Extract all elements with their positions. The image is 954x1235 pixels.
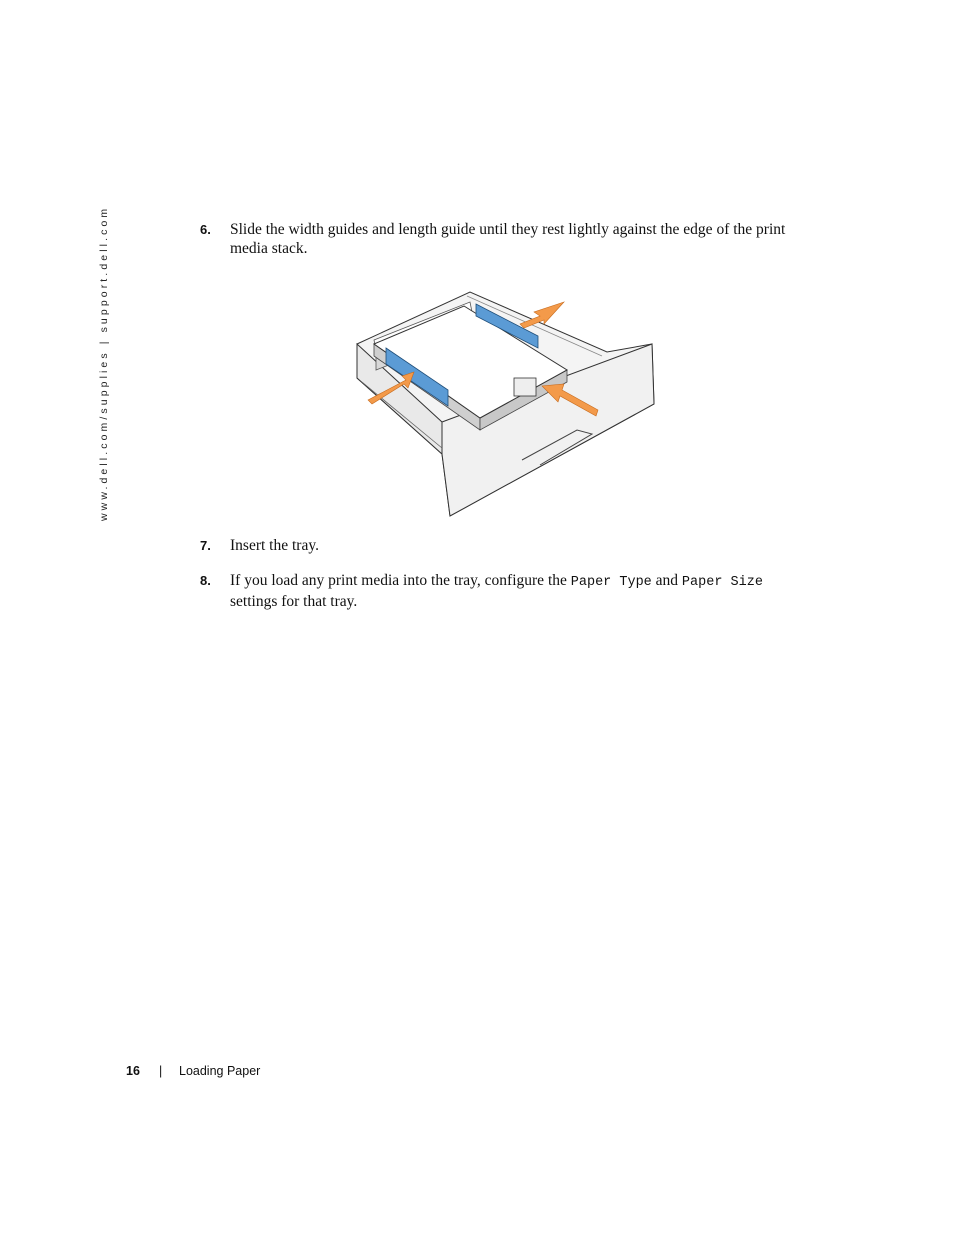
page-number: 16 [126,1064,140,1078]
paper-tray-illustration [352,282,657,518]
step-text-part: settings for that tray. [230,593,358,610]
step-number: 8. [200,573,211,588]
step-7 [200,536,800,555]
section-title: Loading Paper [179,1064,261,1078]
step-text: Insert the tray. [230,537,319,554]
setting-paper-size: Paper Size [681,575,763,590]
tray-latch [514,378,536,396]
step-6 [200,220,800,258]
step-text [230,571,800,611]
step-text-part: If you load any print media into the tray, configure the [230,572,571,589]
step-8 [200,571,800,611]
step-number: 7. [200,538,211,553]
step-number: 6. [200,222,211,237]
step-text: Slide the width guides and length guide until they rest lightly against the edge of the print media stack. [230,221,786,257]
footer-separator: | [159,1064,163,1078]
step-text-part: and [651,572,682,589]
sidebar-url: www.dell.com/supplies | support.dell.com [98,205,110,521]
setting-paper-type: Paper Type [570,575,652,590]
